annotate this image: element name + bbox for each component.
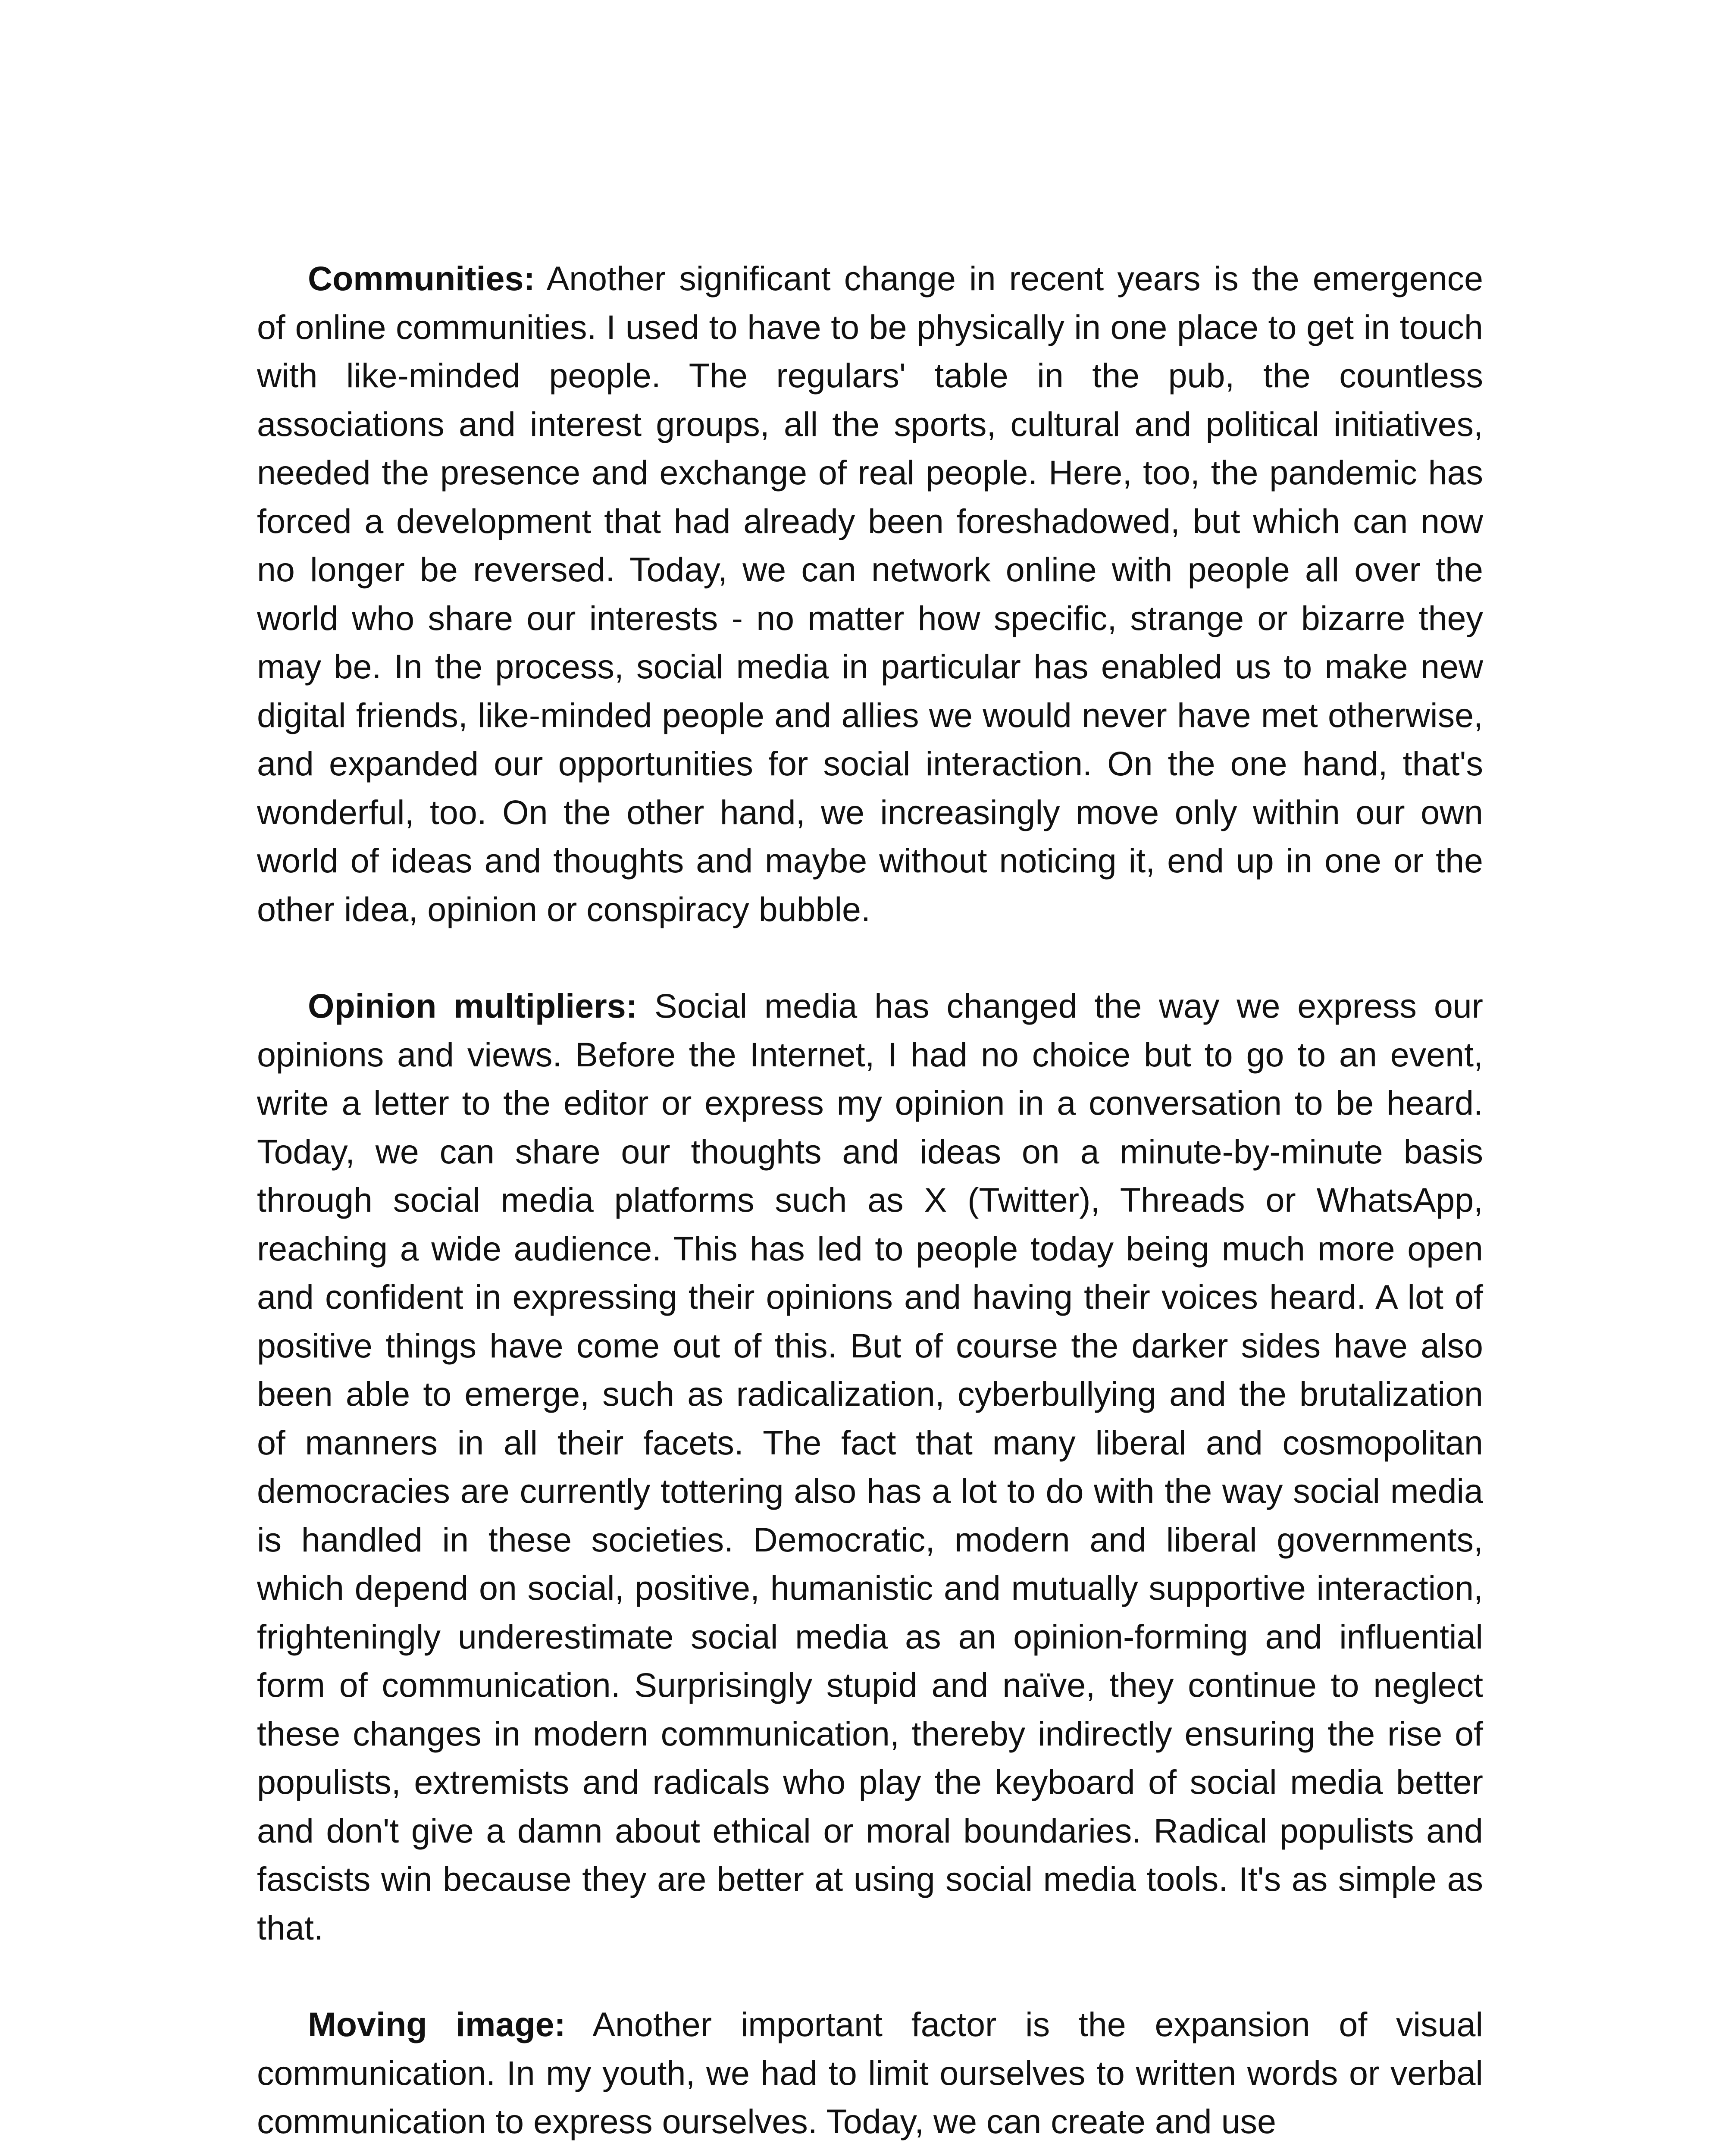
paragraph-opinion-multipliers xyxy=(257,982,1483,1952)
paragraph-heading-moving-image: Moving image: xyxy=(308,2005,566,2043)
body-text xyxy=(257,254,1483,2146)
paragraph-text-opinion-multipliers: Social media has changed the way we express our opinions and views. Before the Internet, I had no choice but to go to an event, write a letter to the editor or express my opinion in a conversation to be heard. Today, we can share our thoughts and ideas on a minute-by-minute basis through social media platforms such as X (Twitter), Threads or WhatsApp, reaching a wide audience. This has led to people today being much more open and confident in expressing their opinions and having their voices heard. A lot of positive things have come out of this. But of course the darker sides have also been able to emerge, such as radicalization, cyberbullying and the brutalization of manners in all their facets. The fact that many liberal and cosmopolitan democracies are currently tottering also has a lot to do with the way social media is handled in these societies. Democratic, modern and liberal governments, which depend on social, positive, humanistic and mutually supportive interaction, frighteningly underestimate social media as an opinion-forming and influential form of communication. Surprisingly stupid and naïve, they continue to neglect these changes in modern communication, thereby indirectly ensuring the rise of populists, extremists and radicals who play the keyboard of social media better and don't give a damn about ethical or moral boundaries. Radical populists and fascists win because they are better at using social media tools. It's as simple as that. xyxy=(257,987,1483,1947)
paragraph-text-communities: Another significant change in recent years is the emergence of online communities. I used to have to be physically in one place to get in touch with like-minded people. The regulars' table in the pub, the countless associations and interest groups, all the sports, cultural and political initiatives, needed the presence and exchange of real people. Here, too, the pandemic has forced a development that had already been foreshadowed, but which can now no longer be reversed. Today, we can network online with people all over the world who share our interests - no matter how specific, strange or bizarre they may be. In the process, social media in particular has enabled us to make new digital friends, like-minded people and allies we would never have met otherwise, and expanded our opportunities for social interaction. On the one hand, that's wonderful, too. On the other hand, we increasingly move only within our own world of ideas and thoughts and maybe without noticing it, end up in one or the other idea, opinion or conspiracy bubble. xyxy=(257,259,1484,928)
paragraph-communities xyxy=(257,254,1483,934)
paragraph-text-moving-image: Another important factor is the expansion of visual communication. In my youth, we had to limit ourselves to written words or verbal communication to express ourselves. Today, we can create and use xyxy=(257,2005,1483,2140)
paragraph-heading-opinion-multipliers: Opinion multipliers: xyxy=(308,987,638,1025)
paragraph-heading-communities: Communities: xyxy=(308,259,535,298)
paragraph-moving-image xyxy=(257,2000,1483,2146)
